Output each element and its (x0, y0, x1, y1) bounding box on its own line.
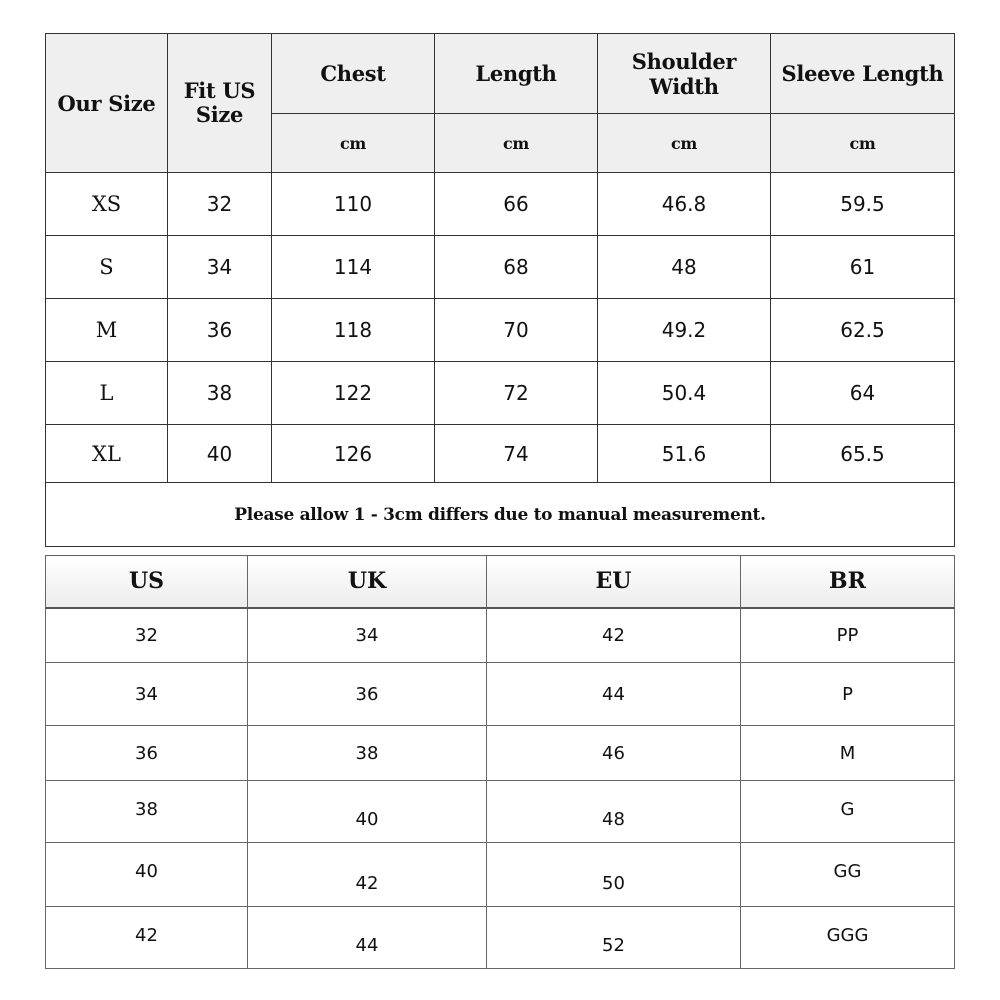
size-measurement-table (45, 33, 955, 547)
header-uk: UK (248, 556, 487, 608)
sleeve-length-cell: 62.5 (771, 299, 955, 362)
table-row (46, 299, 955, 362)
br-cell: PP (741, 608, 955, 663)
eu-cell: 52 (487, 907, 741, 969)
uk-cell: 40 (248, 781, 487, 843)
chest-cell: 118 (272, 299, 435, 362)
header-row (46, 556, 955, 608)
header-row (46, 34, 955, 114)
shoulder-width-cell: 50.4 (598, 362, 771, 425)
uk-cell: 44 (248, 907, 487, 969)
sleeve-length-cell: 65.5 (771, 425, 955, 483)
uk-cell: 36 (248, 663, 487, 726)
br-cell: P (741, 663, 955, 726)
header-shoulder-width: Shoulder Width (598, 34, 771, 114)
header-eu: EU (487, 556, 741, 608)
unit-chest: cm (272, 114, 435, 173)
us-cell: 36 (46, 726, 248, 781)
chest-cell: 122 (272, 362, 435, 425)
header-sleeve-length: Sleeve Length (771, 34, 955, 114)
shoulder-width-cell: 48 (598, 236, 771, 299)
uk-cell: 34 (248, 608, 487, 663)
measurement-note: Please allow 1 - 3cm differs due to manual measurement. (46, 483, 955, 547)
sleeve-length-cell: 64 (771, 362, 955, 425)
us-cell: 42 (46, 907, 248, 969)
eu-cell: 44 (487, 663, 741, 726)
br-cell: GG (741, 843, 955, 907)
table-row (46, 362, 955, 425)
header-chest: Chest (272, 34, 435, 114)
chest-cell: 114 (272, 236, 435, 299)
table-row (46, 726, 955, 781)
sleeve-length-cell: 59.5 (771, 173, 955, 236)
table-row (46, 608, 955, 663)
our-size-cell: L (46, 362, 168, 425)
header-length: Length (435, 34, 598, 114)
header-fit-us-size: Fit US Size (168, 34, 272, 173)
fit-us-cell: 34 (168, 236, 272, 299)
chest-cell: 126 (272, 425, 435, 483)
length-cell: 74 (435, 425, 598, 483)
eu-cell: 50 (487, 843, 741, 907)
uk-cell: 42 (248, 843, 487, 907)
note-row (46, 483, 955, 547)
table-row (46, 236, 955, 299)
size-conversion-table (45, 555, 955, 969)
our-size-cell: M (46, 299, 168, 362)
shoulder-width-cell: 46.8 (598, 173, 771, 236)
length-cell: 68 (435, 236, 598, 299)
fit-us-cell: 32 (168, 173, 272, 236)
eu-cell: 42 (487, 608, 741, 663)
br-cell: M (741, 726, 955, 781)
fit-us-cell: 40 (168, 425, 272, 483)
header-us: US (46, 556, 248, 608)
uk-cell: 38 (248, 726, 487, 781)
table-row (46, 663, 955, 726)
header-br: BR (741, 556, 955, 608)
unit-sleeve-length: cm (771, 114, 955, 173)
our-size-cell: XL (46, 425, 168, 483)
unit-shoulder-width: cm (598, 114, 771, 173)
header-our-size: Our Size (46, 34, 168, 173)
fit-us-cell: 38 (168, 362, 272, 425)
table-row (46, 907, 955, 969)
table-row (46, 781, 955, 843)
table-row (46, 173, 955, 236)
us-cell: 34 (46, 663, 248, 726)
length-cell: 70 (435, 299, 598, 362)
shoulder-width-cell: 51.6 (598, 425, 771, 483)
fit-us-cell: 36 (168, 299, 272, 362)
br-cell: G (741, 781, 955, 843)
eu-cell: 46 (487, 726, 741, 781)
us-cell: 40 (46, 843, 248, 907)
length-cell: 66 (435, 173, 598, 236)
unit-length: cm (435, 114, 598, 173)
chest-cell: 110 (272, 173, 435, 236)
length-cell: 72 (435, 362, 598, 425)
eu-cell: 48 (487, 781, 741, 843)
us-cell: 32 (46, 608, 248, 663)
us-cell: 38 (46, 781, 248, 843)
sleeve-length-cell: 61 (771, 236, 955, 299)
br-cell: GGG (741, 907, 955, 969)
table-row (46, 425, 955, 483)
shoulder-width-cell: 49.2 (598, 299, 771, 362)
our-size-cell: XS (46, 173, 168, 236)
our-size-cell: S (46, 236, 168, 299)
table-row (46, 843, 955, 907)
